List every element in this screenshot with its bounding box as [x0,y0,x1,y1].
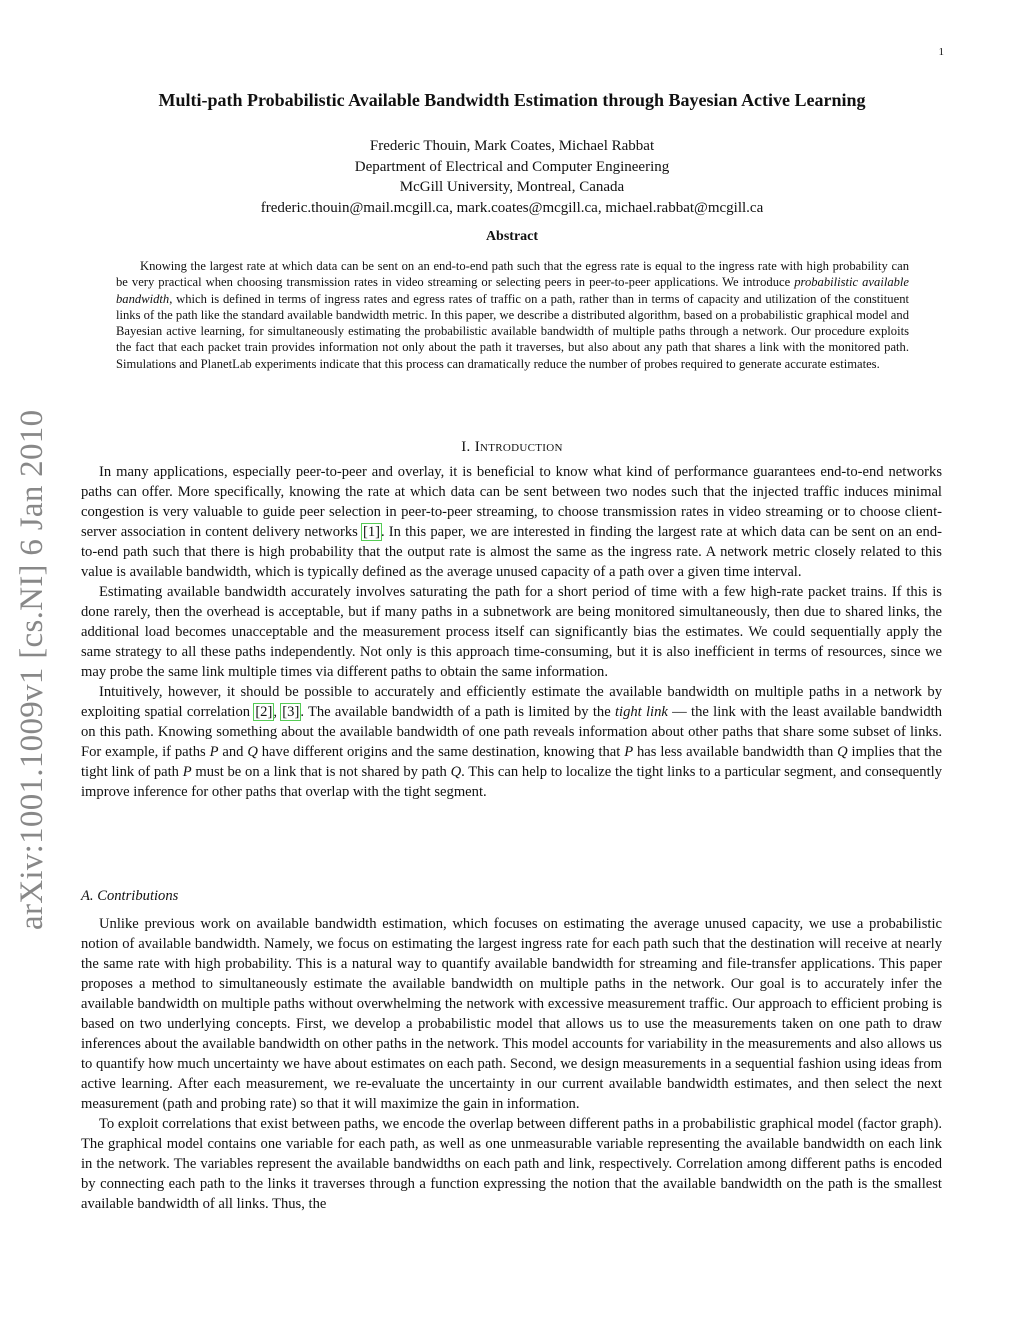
intro-text: must be on a link that is not shared by path [191,764,451,780]
intro-text: — the link with the least available bandwidth on this path. Knowing something about the available bandwidth of one path reveals information about other paths that share some subset of links. For example, if paths [81,704,943,760]
abstract-heading: Abstract [485,229,539,244]
citation-link-1[interactable]: [1] [362,524,381,540]
section-heading-introduction [0,439,1024,456]
author-department: Department of Electrical and Computer Engineering [354,158,670,175]
intro-text: Intuitively, however, it should be possible to accurately and efficiently estimate the available bandwidth on multiple paths in a network by exploiting spatial correlation [81,684,942,720]
math-var-q: Q [450,764,462,780]
math-var-p: P [182,764,192,780]
citation-link-3[interactable]: [3] [282,704,300,720]
abstract-text: Knowing the largest rate at which data can be sent on an end-to-end path such that the egress rate is equal to the ingress rate with high probability can be very practical when choosing transmission rates in video streaming or selecting peers in peer-to-peer applications. We introduce [116,259,909,290]
subsection-title: Contributions [97,888,179,904]
author-block [0,136,1024,218]
author-university: McGill University, Montreal, Canada [399,179,625,195]
intro-paragraph-1 [81,462,942,582]
math-var-p: P [209,744,219,760]
section-title: Introduction [474,439,563,455]
intro-paragraph-2: Estimating available bandwidth accurately involves saturating the path for a short period of time with a few high-rate packet trains. If this is done rarely, then the overhead is acceptable, but if many paths in a subnetwork are being monitored simultaneously, then due to shared links, the additional load becomes unacceptable and the measurement process itself can significantly bias the estimates. We could sequentially apply the same strategy to all these paths independently. Not only is this approach time-consuming, but it is also inefficient in terms of resources, since we may probe the same link multiple times via different paths to obtain the same information. [81,584,942,680]
subsection-label: A. [81,888,94,904]
arxiv-stamp: arXiv:1001.1009v1 [cs.NI] 6 Jan 2010 [14,409,50,930]
abstract-emphasis: probabilistic available bandwidth [116,275,910,306]
term-tight-link: tight link [614,704,668,720]
subsection-heading-contributions [81,888,178,905]
intro-text: has less available bandwidth than [633,744,838,760]
abstract-paragraph [116,258,909,372]
author-names: Frederic Thouin, Mark Coates, Michael Rabbat [369,138,655,154]
section-numeral: I. [461,439,471,455]
contributions-paragraph-2: To exploit correlations that exist between paths, we encode the overlap between different paths in a probabilistic graphical model (factor graph). The graphical model contains one variable for each path, as well as one unmeasurable variable representing the available bandwidth on each link in the network. The variables represent the available bandwidths on each path and link, respectively. Correlation among different paths is encoded by connecting each path to the links it traverses through a function expressing the notion that the available bandwidth on the path is the smallest available bandwidth of all links. Thus, the [81,1116,942,1212]
contributions-body [81,914,942,1214]
intro-text: . In this paper, we are interested in finding the largest rate at which data can be sent on an end-to-end path such that there is high probability that the output rate is almost the same as the ingress rate. A network metric closely related to this value is available bandwidth, which is typically defined as the average unused capacity of a path over a given time interval. [81,524,942,580]
page-number: 1 [938,46,944,58]
citation-link-2[interactable]: [2] [255,704,273,720]
contributions-paragraph-1: Unlike previous work on available bandwidth estimation, which focuses on estimating the average unused capacity, we use a probabilistic notion of available bandwidth. Namely, we focus on estimating the largest ingress rate for each path such that the destination will receive at nearly the same rate with high probability. This is a natural way to quantify available bandwidth for streaming and file-transfer applications. This paper proposes a method to simultaneously estimate the available bandwidth on multiple paths in the network. Our goal is to accurately infer the available bandwidth on multiple paths without overwhelming the network with excessive measurement traffic. Our approach to efficient probing is based on two underlying concepts. First, we develop a probabilistic model that allows us to use the measurements taken on one path to draw inferences about the available bandwidth on other paths in the network. This model accounts for variability in the measurements and also allows us to quantify how much uncertainty we have about estimates on each path. Second, we design measurements in a sequential fashion using ideas from active learning. After each measurement, we re-evaluate the uncertainty in our current available bandwidth estimates, and then select the next measurement (path and probing rate) so that it will maximize the gain in information. [81,916,942,1112]
author-emails: frederic.thouin@mail.mcgill.ca, mark.coates@mcgill.ca, michael.rabbat@mcgill.ca [260,199,764,216]
math-var-q: Q [837,744,848,760]
abstract-body [116,258,909,372]
intro-paragraph-3 [81,682,942,802]
intro-text: have different origins and the same destination, knowing that [257,744,625,760]
abstract-text-continued: , which is defined in terms of ingress rates and egress rates of traffic on a path, rather than in terms of capacity and utilization of the constituent links of the path like the standard available bandwidth metric. In this paper, we describe a distributed algorithm, based on a probabilistic graphical model and Bayesian active learning, for simultaneously estimating the probabilistic available bandwidth of multiple paths through a network. Our procedure exploits the fact that each packet train provides information not only about the path it traverses, but also about any path that shares a link with the monitored path. Simulations and PlanetLab experiments indicate that this process can dramatically reduce the number of probes required to generate accurate estimates. [116,291,909,371]
intro-text: and [218,744,248,760]
introduction-body [81,462,942,802]
intro-text: . This can help to localize the tight links to a particular segment, and consequently improve inference for other paths that overlap with the tight segment. [81,764,942,800]
math-var-p: P [624,744,634,760]
intro-text: . The available bandwidth of a path is limited by the [300,704,615,720]
intro-text: implies that the tight link of path [81,744,942,780]
intro-text: , [273,704,282,720]
paper-title: Multi-path Probabilistic Available Bandwidth Estimation through Bayesian Active Learning [158,90,866,110]
math-var-q: Q [247,744,258,760]
intro-text: In many applications, especially peer-to-peer and overlay, it is beneficial to know what kind of performance guarantees end-to-end networks paths can offer. More specifically, knowing the rate at which data can be sent between two nodes such that the injected traffic induces minimal congestion is very valuable to guide peer selection in peer-to-peer streaming, to choose transmission rates in video streaming or to choose client-server association in content delivery networks [81,464,942,540]
